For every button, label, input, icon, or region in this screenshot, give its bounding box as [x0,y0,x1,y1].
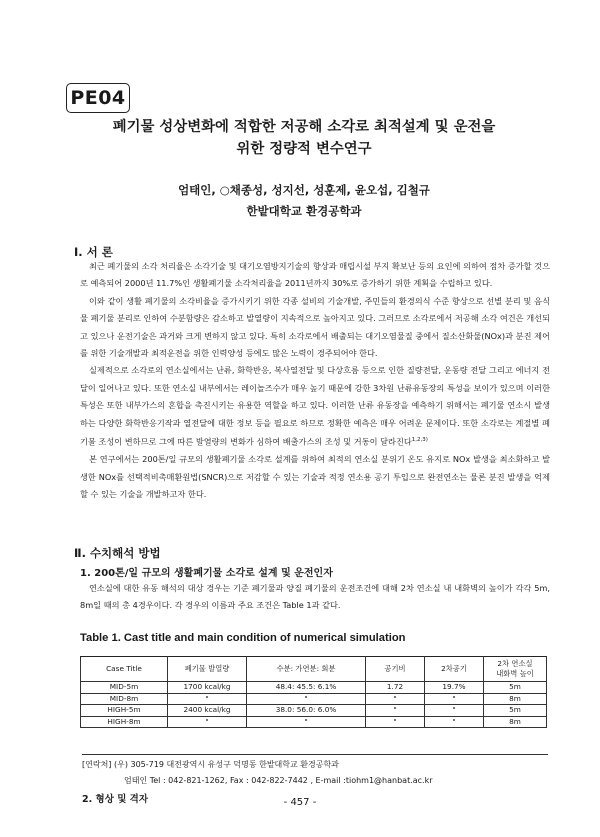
table-header-cell: 수분: 가연분: 회분 [247,657,366,682]
table-cell: 1700 kcal/kg [168,682,247,694]
intro-paragraph-text: 실제적으로 소각로의 연소실에서는 난류, 화학반응, 복사열전달 및 다상흐름 등으로 인한 질량전달, 운동량 전달 그리고 에너지 전달이 일어나고 있다. 또한 연소실 내부에서는 레이놀즈수가 매우 높기 때문에 강한 3차원 난류유동장의 특성을 보이가 있으며 이러한 특성은 또한 내부가스의 혼합을 촉진시키는 유용한 역할을 하고 있다. 이러한 난류 유동장을 예측하기 위해서는 폐기물 연소시 발생하는 다양한 화학반응기작과 열전달에 대한 정보 등을 필요로 하므로 정확한 예측은 매우 어려운 문제이다. 또한 소각로는 계절별 폐기물 조성이 변하므로 그에 따른 발열량의 변화가 심하여 배출가스의 조성 및 거동이 달라진다 [80,365,550,447]
table-cell: " [425,716,484,728]
contact-address: [연락처] (우) 305-719 대전광역시 유성구 덕명동 한밭대학교 환경공학과 [82,754,548,773]
intro-paragraph [80,362,550,451]
author-block [70,180,538,222]
table-cell: " [366,693,425,705]
table-cell: 2400 kcal/kg [168,705,247,717]
intro-body [80,258,550,503]
table-header-cell: 2차공기 [425,657,484,682]
table-cell: " [168,693,247,705]
table-cell: 5m [484,682,547,694]
section-heading-intro: Ⅰ. 서 론 [74,245,113,259]
intro-paragraph: 본 연구에서는 200톤/일 규모의 생활폐기물 소각로 설계를 위하여 최적의 연소실 분위기 온도 유지로 NOx 발생을 최소화하고 발생한 NOx를 선택적비촉매환원법(SNCR)으로 저감할 수 있는 기술과 적정 연소용 공기 투입으로 완전연소는 물론 분진 발생을 억제할 수 있는 기술을 개발하고자 한다. [80,454,550,500]
method-paragraph: 연소실에 대한 유동 해석의 대상 경우는 기준 폐기물과 양질 폐기물의 운전조건에 대해 2차 연소실 내 내화벽의 높이가 각각 5m, 8m일 때의 총 4경우이다. 각 경우의 이름과 주요 조건은 Table 1과 같다. [80,583,550,611]
citation-superscript: 1,2,3) [411,437,428,444]
table-cell: " [366,705,425,717]
paper-code-badge: PE04 [66,83,130,113]
table-cell: 5m [484,705,547,717]
table-cell: " [247,693,366,705]
section-heading-method: Ⅱ. 수치해석 방법 [74,546,161,560]
table-cell: " [168,716,247,728]
intro-paragraph: 이와 같이 생활 폐기물의 소각비율을 증가시키기 위한 각종 설비의 기술개발, 주민들의 환경의식 수준 향상으로 선별 분리 및 음식물 폐기물 분리로 인하여 수분함량은 감소하고 발열량이 지속적으로 높아지고 있다. 그러므로 소각로에서 저공해 소각 여건은 개선되고 있으나 운전기술은 과거와 크게 변하지 않고 있다. 특히 소각로에서 배출되는 대기오염물질 중에서 질소산화물(NOx)과 분진 제어를 위한 기술개발과 최적운전을 위한 인력양성 등에도 많은 노력이 경주되어야 한다. [80,295,550,359]
table-row [81,693,547,705]
table-cell: 38.0: 56.0: 6.0% [247,705,366,717]
table-cell: 19.7% [425,682,484,694]
condition-table [80,656,547,728]
paper-title-line2: 위한 정량적 변수연구 [236,140,372,157]
page-number: - 457 - [283,797,317,808]
table-cell: 8m [484,716,547,728]
table-cell: 1.72 [366,682,425,694]
paper-title-line1: 폐기물 성상변화에 적합한 저공해 소각로 최적설계 및 운전을 [112,118,496,135]
table-row [81,716,547,728]
table-caption: Table 1. Cast title and main condition of numerical simulation [80,632,406,644]
table-cell: HIGH-5m [81,705,168,717]
table-cell: " [247,716,366,728]
section-heading-geometry: 2. 형상 및 격자 [82,794,149,805]
intro-paragraph: 최근 폐기물의 소각 처리율은 소각기술 및 대기오염방지기술의 향상과 매립시설 부지 확보난 등의 요인에 의하여 점차 증가할 것으로 예측되어 2000년 11.7%인 생활폐기물 소각처리율을 2011년까지 30%로 증가하기 위한 계획을 수립하고 있다. [80,261,550,289]
method-body [80,580,550,615]
table-header-cell: Case Title [81,657,168,682]
table-cell: " [425,705,484,717]
author-list: 엄태인, ○채종성, 성지선, 성훈제, 윤오섭, 김철규 [178,183,430,197]
table-row [81,682,547,694]
table-cell: 8m [484,693,547,705]
table-header-row [81,657,547,682]
table-cell: 48.4: 45.5: 6.1% [247,682,366,694]
contact-details: 엄태인 Tel : 042-821-1262, Fax : 042-822-7442 , E-mail :tiohm1@hanbat.ac.kr [124,776,433,785]
table-cell: " [425,693,484,705]
paper-title [70,116,538,160]
table-header-cell: 2차 연소실 내화벽 높이 [484,657,547,682]
table-cell: MID-5m [81,682,168,694]
affiliation: 한밭대학교 환경공학과 [246,204,362,218]
subsection-heading-design: 1. 200톤/일 규모의 생활폐기물 소각로 설계 및 운전인자 [80,568,333,579]
table-cell: " [366,716,425,728]
table-cell: HIGH-8m [81,716,168,728]
table-header-cell: 공기비 [366,657,425,682]
table-row [81,705,547,717]
table-header-cell: 폐기물 발열량 [168,657,247,682]
table-cell: MID-8m [81,693,168,705]
